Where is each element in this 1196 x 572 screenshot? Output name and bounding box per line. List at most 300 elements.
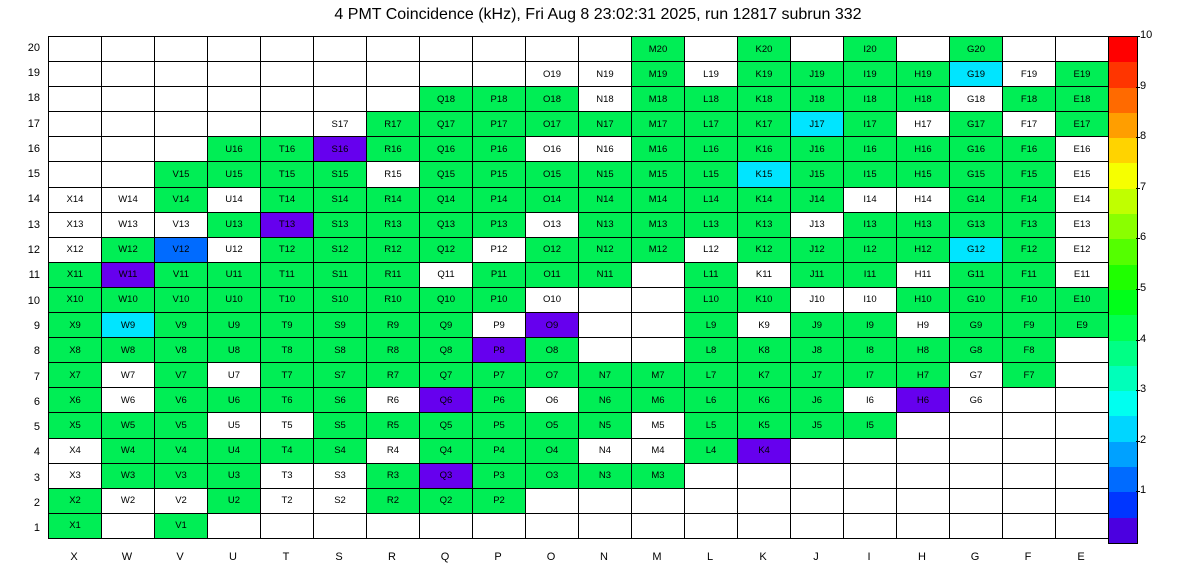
heatmap-row [49, 162, 1109, 187]
heatmap-cell: H8 [897, 338, 950, 363]
heatmap-cell: H12 [897, 237, 950, 262]
heatmap-cell: O5 [526, 413, 579, 438]
x-axis-tick-label: P [494, 551, 502, 563]
heatmap-cell: X5 [49, 413, 102, 438]
heatmap-cell-empty [950, 513, 1003, 538]
heatmap-cell: P17 [473, 112, 526, 137]
heatmap-cell: Q10 [420, 287, 473, 312]
heatmap-cell: K12 [738, 237, 791, 262]
heatmap-cell-empty [1003, 513, 1056, 538]
heatmap-cell: L14 [685, 187, 738, 212]
heatmap-cell: V3 [155, 463, 208, 488]
heatmap-cell: L10 [685, 287, 738, 312]
heatmap-cell-empty [1056, 438, 1109, 463]
heatmap-cell-empty [367, 87, 420, 112]
heatmap-cell-empty [1056, 488, 1109, 513]
y-axis-tick-label: 14 [27, 193, 40, 206]
heatmap-cell: J6 [791, 388, 844, 413]
heatmap-cell: U10 [208, 287, 261, 312]
heatmap-cell: T7 [261, 363, 314, 388]
heatmap-cell: I10 [844, 287, 897, 312]
heatmap-cell: E15 [1056, 162, 1109, 187]
heatmap-cell: X7 [49, 363, 102, 388]
heatmap-cell: H7 [897, 363, 950, 388]
heatmap-cell-empty [791, 37, 844, 62]
heatmap-cell: R7 [367, 363, 420, 388]
heatmap-cell-empty [208, 87, 261, 112]
colorbar-band [1109, 518, 1137, 543]
heatmap-cell-empty [579, 37, 632, 62]
heatmap-cell: N7 [579, 363, 632, 388]
heatmap-cell: N3 [579, 463, 632, 488]
x-axis-tick-label: S [335, 551, 343, 563]
heatmap-cell: F17 [1003, 112, 1056, 137]
heatmap-cell-empty [367, 513, 420, 538]
heatmap-cell-empty [208, 513, 261, 538]
heatmap-cell: V11 [155, 262, 208, 287]
heatmap-cell: Q13 [420, 212, 473, 237]
heatmap-cell: M16 [632, 137, 685, 162]
y-axis-tick-label: 18 [27, 92, 40, 105]
heatmap-cell: G19 [950, 62, 1003, 87]
heatmap-cell: I12 [844, 237, 897, 262]
heatmap-cell: N17 [579, 112, 632, 137]
heatmap-cell: L5 [685, 413, 738, 438]
colorbar-tick-label: 3 [1140, 383, 1147, 396]
heatmap-cell-empty [420, 62, 473, 87]
heatmap-cell-empty [49, 112, 102, 137]
heatmap-cell-empty [1003, 413, 1056, 438]
heatmap-cell: E19 [1056, 62, 1109, 87]
y-axis-tick-label: 4 [33, 446, 40, 459]
heatmap-cell: K8 [738, 338, 791, 363]
heatmap-cell-empty [791, 463, 844, 488]
y-axis-tick-label: 1 [33, 522, 40, 535]
heatmap-cell: G17 [950, 112, 1003, 137]
colorbar-tick-mark [1136, 137, 1140, 138]
heatmap-cell-empty [791, 438, 844, 463]
heatmap-cell: R17 [367, 112, 420, 137]
heatmap-cell: P2 [473, 488, 526, 513]
colorbar-tick-label: 2 [1140, 433, 1147, 446]
heatmap-row [49, 413, 1109, 438]
heatmap-cell: G15 [950, 162, 1003, 187]
heatmap-cell: O13 [526, 212, 579, 237]
heatmap-cell: K20 [738, 37, 791, 62]
heatmap-cell: S17 [314, 112, 367, 137]
heatmap-row [49, 388, 1109, 413]
heatmap-cell: E17 [1056, 112, 1109, 137]
colorbar-tick-label: 7 [1140, 180, 1147, 193]
heatmap-cell-empty [102, 87, 155, 112]
heatmap-cell: S6 [314, 388, 367, 413]
y-axis-tick-label: 2 [33, 497, 40, 510]
colorbar-tick-mark [1136, 491, 1140, 492]
heatmap-cell: M4 [632, 438, 685, 463]
heatmap-cell: V2 [155, 488, 208, 513]
heatmap-cell-empty [844, 438, 897, 463]
heatmap-cell: G9 [950, 313, 1003, 338]
heatmap-cell: W7 [102, 363, 155, 388]
heatmap-cell: S8 [314, 338, 367, 363]
heatmap-plot-area [48, 36, 1109, 539]
colorbar-tick-mark [1136, 87, 1140, 88]
heatmap-cell-empty [102, 513, 155, 538]
colorbar-band [1109, 366, 1137, 391]
heatmap-cell: J14 [791, 187, 844, 212]
heatmap-cell: K13 [738, 212, 791, 237]
colorbar-band [1109, 265, 1137, 290]
heatmap-cell-empty [685, 513, 738, 538]
heatmap-cell-empty [473, 62, 526, 87]
heatmap-cell-empty [314, 513, 367, 538]
heatmap-cell: F19 [1003, 62, 1056, 87]
heatmap-cell-empty [102, 112, 155, 137]
heatmap-cell: L11 [685, 262, 738, 287]
colorbar-band [1109, 214, 1137, 239]
x-axis-tick-label: I [867, 551, 871, 563]
colorbar-tick-mark [1136, 390, 1140, 391]
heatmap-cell-empty [738, 463, 791, 488]
heatmap-cell: H11 [897, 262, 950, 287]
heatmap-cell: S4 [314, 438, 367, 463]
heatmap-cell: J5 [791, 413, 844, 438]
heatmap-cell-empty [102, 62, 155, 87]
heatmap-cell: G14 [950, 187, 1003, 212]
heatmap-cell: P15 [473, 162, 526, 187]
heatmap-cell: R3 [367, 463, 420, 488]
heatmap-cell: W5 [102, 413, 155, 438]
heatmap-cell-empty [897, 513, 950, 538]
colorbar-band [1109, 391, 1137, 416]
heatmap-cell-empty [261, 112, 314, 137]
heatmap-cell: K17 [738, 112, 791, 137]
heatmap-cell: Q3 [420, 463, 473, 488]
heatmap-cell: G12 [950, 237, 1003, 262]
heatmap-cell: N16 [579, 137, 632, 162]
heatmap-cell: J13 [791, 212, 844, 237]
colorbar-band [1109, 341, 1137, 366]
heatmap-cell-empty [420, 37, 473, 62]
heatmap-cell: Q11 [420, 262, 473, 287]
heatmap-cell: S13 [314, 212, 367, 237]
heatmap-cell: W12 [102, 237, 155, 262]
colorbar-tick-label: 6 [1140, 231, 1147, 244]
heatmap-cell: T16 [261, 137, 314, 162]
heatmap-cell: N11 [579, 262, 632, 287]
heatmap-cell-empty [208, 37, 261, 62]
heatmap-cell: Q2 [420, 488, 473, 513]
heatmap-cell: K11 [738, 262, 791, 287]
heatmap-cell: U14 [208, 187, 261, 212]
heatmap-cell: L4 [685, 438, 738, 463]
colorbar-band [1109, 467, 1137, 492]
heatmap-row [49, 338, 1109, 363]
heatmap-cell: T14 [261, 187, 314, 212]
heatmap-cell-empty [261, 62, 314, 87]
heatmap-row [49, 287, 1109, 312]
y-axis-tick-label: 3 [33, 471, 40, 484]
colorbar [1108, 36, 1138, 544]
x-axis-tick-label: L [706, 551, 714, 563]
colorbar-band [1109, 315, 1137, 340]
heatmap-cell: J16 [791, 137, 844, 162]
heatmap-cell: K19 [738, 62, 791, 87]
x-axis-tick-label: E [1077, 551, 1085, 563]
x-axis-tick-label: K [759, 551, 767, 563]
x-axis-tick-label: O [546, 551, 556, 563]
heatmap-cell-empty [473, 37, 526, 62]
heatmap-cell: N6 [579, 388, 632, 413]
y-axis-tick-label: 19 [27, 66, 40, 79]
heatmap-cell: M20 [632, 37, 685, 62]
heatmap-cell: X14 [49, 187, 102, 212]
colorbar-tick-label: 4 [1140, 332, 1147, 345]
heatmap-cell: K4 [738, 438, 791, 463]
y-axis-tick-label: 11 [28, 269, 40, 282]
heatmap-cell-empty [685, 463, 738, 488]
heatmap-cell: S12 [314, 237, 367, 262]
heatmap-cell: T9 [261, 313, 314, 338]
heatmap-cell: J19 [791, 62, 844, 87]
heatmap-row [49, 488, 1109, 513]
x-axis-tick-label: F [1024, 551, 1032, 563]
heatmap-cell: Q17 [420, 112, 473, 137]
heatmap-cell: N5 [579, 413, 632, 438]
heatmap-cell: E16 [1056, 137, 1109, 162]
heatmap-cell: V15 [155, 162, 208, 187]
heatmap-cell: U16 [208, 137, 261, 162]
colorbar-tick-mark [1136, 289, 1140, 290]
y-axis-tick-label: 20 [27, 41, 40, 54]
colorbar-tick-mark [1136, 188, 1140, 189]
heatmap-cell: O19 [526, 62, 579, 87]
heatmap-cell-empty [102, 162, 155, 187]
heatmap-cell: V5 [155, 413, 208, 438]
x-axis-tick-label: X [70, 551, 78, 563]
heatmap-cell: F16 [1003, 137, 1056, 162]
heatmap-cell: R12 [367, 237, 420, 262]
colorbar-band [1109, 239, 1137, 264]
heatmap-cell-empty [1003, 37, 1056, 62]
heatmap-cell: N15 [579, 162, 632, 187]
heatmap-cell-empty [844, 463, 897, 488]
heatmap-cell: R8 [367, 338, 420, 363]
x-axis-tick-label: Q [440, 551, 450, 563]
heatmap-cell: V13 [155, 212, 208, 237]
heatmap-cell-empty [155, 112, 208, 137]
heatmap-cell: U6 [208, 388, 261, 413]
page-title: 4 PMT Coincidence (kHz), Fri Aug 8 23:02:31 2025, run 12817 subrun 332 [334, 6, 862, 23]
heatmap-cell-empty [738, 513, 791, 538]
heatmap-cell: I6 [844, 388, 897, 413]
heatmap-cell: M13 [632, 212, 685, 237]
heatmap-cell: P4 [473, 438, 526, 463]
heatmap-cell: I5 [844, 413, 897, 438]
heatmap-cell-empty [685, 488, 738, 513]
heatmap-cell: Q9 [420, 313, 473, 338]
heatmap-cell: L7 [685, 363, 738, 388]
heatmap-cell: E9 [1056, 313, 1109, 338]
y-axis-tick-label: 17 [27, 117, 40, 130]
x-axis-tick-label: N [600, 551, 608, 563]
heatmap-cell: L17 [685, 112, 738, 137]
heatmap-cell-empty [102, 37, 155, 62]
heatmap-cell-empty [632, 338, 685, 363]
heatmap-row [49, 62, 1109, 87]
heatmap-cell: P11 [473, 262, 526, 287]
heatmap-cell-empty [208, 112, 261, 137]
heatmap-cell: I9 [844, 313, 897, 338]
colorbar-band [1109, 492, 1137, 517]
heatmap-cell: F14 [1003, 187, 1056, 212]
x-axis-tick-label: G [970, 551, 980, 563]
y-axis-tick-label: 6 [33, 395, 40, 408]
heatmap-cell: I19 [844, 62, 897, 87]
heatmap-cell-empty [155, 137, 208, 162]
heatmap-cell: K10 [738, 287, 791, 312]
heatmap-cell: L12 [685, 237, 738, 262]
heatmap-row [49, 363, 1109, 388]
heatmap-cell: T4 [261, 438, 314, 463]
heatmap-cell-empty [897, 37, 950, 62]
y-axis-tick-label: 13 [27, 218, 40, 231]
heatmap-cell: K15 [738, 162, 791, 187]
heatmap-cell: R11 [367, 262, 420, 287]
heatmap-cell: U13 [208, 212, 261, 237]
heatmap-cell: S16 [314, 137, 367, 162]
heatmap-cell: K7 [738, 363, 791, 388]
heatmap-cell: L18 [685, 87, 738, 112]
heatmap-cell-empty [49, 37, 102, 62]
heatmap-cell: T3 [261, 463, 314, 488]
heatmap-cell: L13 [685, 212, 738, 237]
heatmap-cell-empty [950, 488, 1003, 513]
heatmap-cell-empty [632, 488, 685, 513]
heatmap-cell: W9 [102, 313, 155, 338]
heatmap-cell: M15 [632, 162, 685, 187]
colorbar-band [1109, 416, 1137, 441]
heatmap-cell: W6 [102, 388, 155, 413]
heatmap-cell: F13 [1003, 212, 1056, 237]
heatmap-cell: E11 [1056, 262, 1109, 287]
heatmap-cell: O10 [526, 287, 579, 312]
heatmap-cell: M19 [632, 62, 685, 87]
heatmap-cell: Q6 [420, 388, 473, 413]
heatmap-cell: T2 [261, 488, 314, 513]
heatmap-cell-empty [1056, 513, 1109, 538]
heatmap-cell: U12 [208, 237, 261, 262]
heatmap-cell: M6 [632, 388, 685, 413]
heatmap-cell: Q7 [420, 363, 473, 388]
heatmap-row [49, 112, 1109, 137]
heatmap-row [49, 237, 1109, 262]
heatmap-cell: F15 [1003, 162, 1056, 187]
heatmap-cell-empty [261, 87, 314, 112]
heatmap-cell-empty [367, 37, 420, 62]
heatmap-cell: I8 [844, 338, 897, 363]
heatmap-cell-empty [1003, 463, 1056, 488]
heatmap-cell: V8 [155, 338, 208, 363]
heatmap-cell-empty [1056, 338, 1109, 363]
heatmap-cell: E14 [1056, 187, 1109, 212]
heatmap-cell: K9 [738, 313, 791, 338]
heatmap-cell: J10 [791, 287, 844, 312]
heatmap-cell: P5 [473, 413, 526, 438]
colorbar-band [1109, 290, 1137, 315]
heatmap-cell: F7 [1003, 363, 1056, 388]
heatmap-cell-empty [261, 37, 314, 62]
heatmap-cell: P12 [473, 237, 526, 262]
heatmap-cell-empty [420, 513, 473, 538]
heatmap-cell: X2 [49, 488, 102, 513]
heatmap-cell: P7 [473, 363, 526, 388]
heatmap-cell: R6 [367, 388, 420, 413]
heatmap-cell: S2 [314, 488, 367, 513]
heatmap-cell: G16 [950, 137, 1003, 162]
heatmap-cell: S11 [314, 262, 367, 287]
y-axis-tick-label: 7 [33, 370, 40, 383]
heatmap-cell: G18 [950, 87, 1003, 112]
heatmap-cell: R5 [367, 413, 420, 438]
heatmap-cell: M7 [632, 363, 685, 388]
heatmap-cell: F11 [1003, 262, 1056, 287]
heatmap-cell: Q14 [420, 187, 473, 212]
heatmap-cell: O4 [526, 438, 579, 463]
heatmap-cell-empty [1056, 388, 1109, 413]
heatmap-cell: X1 [49, 513, 102, 538]
heatmap-row [49, 313, 1109, 338]
heatmap-cell-empty [844, 488, 897, 513]
heatmap-cell: O14 [526, 187, 579, 212]
heatmap-cell: S9 [314, 313, 367, 338]
heatmap-cell: H17 [897, 112, 950, 137]
heatmap-cell: O12 [526, 237, 579, 262]
heatmap-cell: J18 [791, 87, 844, 112]
heatmap-cell: T11 [261, 262, 314, 287]
y-axis-tick-label: 9 [33, 319, 40, 332]
heatmap-cell: P3 [473, 463, 526, 488]
heatmap-cell: O15 [526, 162, 579, 187]
heatmap-cell-empty [155, 87, 208, 112]
heatmap-cell-empty [579, 313, 632, 338]
heatmap-cell: U4 [208, 438, 261, 463]
heatmap-cell: T15 [261, 162, 314, 187]
heatmap-cell: N13 [579, 212, 632, 237]
heatmap-cell: E18 [1056, 87, 1109, 112]
heatmap-cell-empty [579, 488, 632, 513]
heatmap-cell: J8 [791, 338, 844, 363]
heatmap-cell: P13 [473, 212, 526, 237]
x-axis-tick-label: V [176, 551, 184, 563]
heatmap-cell: H19 [897, 62, 950, 87]
heatmap-row [49, 513, 1109, 538]
heatmap-cell-empty [261, 513, 314, 538]
colorbar-tick-label: 5 [1140, 282, 1147, 294]
heatmap-cell: I11 [844, 262, 897, 287]
heatmap-cell: Q4 [420, 438, 473, 463]
heatmap-row [49, 37, 1109, 62]
heatmap-cell: K18 [738, 87, 791, 112]
heatmap-cell: X4 [49, 438, 102, 463]
heatmap-cell: U15 [208, 162, 261, 187]
heatmap-cell: N18 [579, 87, 632, 112]
colorbar-tick-label: 9 [1140, 79, 1147, 92]
heatmap-cell: I7 [844, 363, 897, 388]
x-axis-tick-label: U [229, 551, 237, 563]
heatmap-cell: L15 [685, 162, 738, 187]
y-axis-tick-label: 10 [27, 294, 40, 307]
